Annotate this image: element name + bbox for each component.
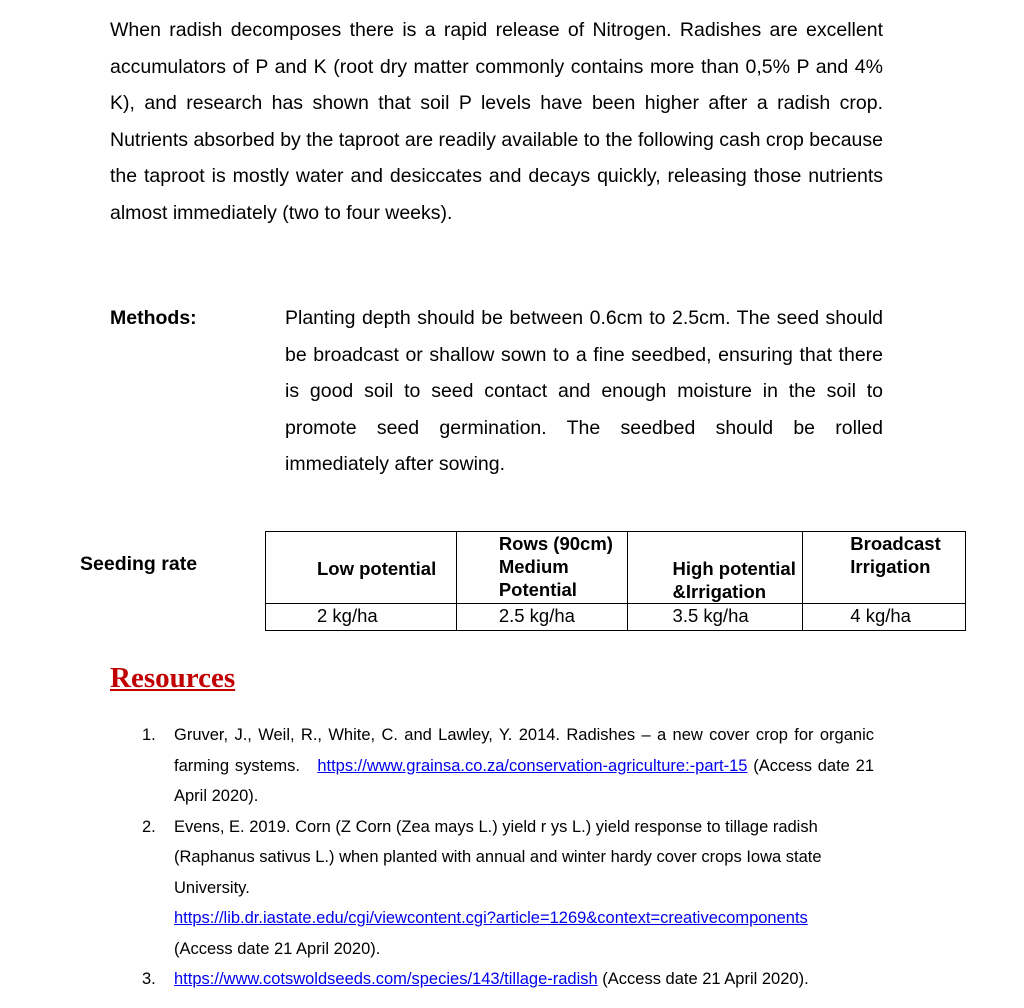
reference-list: [142, 720, 875, 995]
reference-link[interactable]: https://www.grainsa.co.za/conservation-agriculture:-part-15: [317, 756, 748, 775]
list-item: 1. Gruver, J., Weil, R., White, C. and Lawley, Y. 2014. Radishes – a new cover crop for organic farming systems. https://www.grainsa.co.za/conservation-agriculture:-part-15 (Access date 21 April 2020).: [142, 726, 875, 805]
methods-label: Methods:: [110, 307, 197, 329]
header-rows-medium: Rows (90cm) Medium Potential: [456, 532, 627, 604]
reference-link[interactable]: https://lib.dr.iastate.edu/cgi/viewcontent.cgi?article=1269&context=creativecomponents: [174, 909, 808, 927]
seeding-rate-table: [265, 531, 966, 631]
value-high: 3.5 kg/ha: [627, 604, 803, 631]
intro-paragraph: When radish decomposes there is a rapid release of Nitrogen. Radishes are excellent accumulators of P and K (root dry matter commonly contains more than 0,5% P and 4% K), and research has shown that soil P levels have been higher after a radish crop. Nutrients absorbed by the taproot are readily available to the following cash crop because the taproot is mostly water and desiccates and decays quickly, releasing those nutrients almost immediately (two to four weeks).: [110, 19, 883, 224]
value-low: 2 kg/ha: [266, 604, 457, 631]
header-high-potential: High potential &Irrigation: [627, 532, 803, 604]
header-broadcast: Broadcast Irrigation: [803, 532, 966, 604]
value-medium: 2.5 kg/ha: [456, 604, 627, 631]
methods-text: Planting depth should be between 0.6cm to 2.5cm. The seed should be broadcast or shallow sown to a fine seedbed, ensuring that there is good soil to seed contact and enough moisture in the soil to promote seed germination. The seedbed should be rolled immediately after sowing.: [285, 307, 883, 476]
list-item: 2. Evens, E. 2019. Corn (Z Corn (Zea mays L.) yield r ys L.) yield response to tillage radish (Raphanus sativus L.) when planted with annual and winter hardy cover crops Iowa state University. https://lib.dr.iastate.edu/cgi/viewcontent.cgi?article=1269&context=creativecomponents (Access date 21 April 2020).: [142, 817, 822, 958]
table-header-row: [266, 532, 966, 604]
header-low-potential: Low potential: [266, 532, 457, 604]
resources-heading: Resources: [110, 662, 236, 694]
reference-link[interactable]: https://www.cotswoldseeds.com/species/143/tillage-radish: [174, 970, 598, 988]
value-broadcast: 4 kg/ha: [803, 604, 966, 631]
table-value-row: [266, 604, 966, 631]
list-item: 3. https://www.cotswoldseeds.com/species/143/tillage-radish (Access date 21 April 2020).: [142, 970, 809, 988]
seeding-rate-label: Seeding rate: [80, 553, 198, 575]
